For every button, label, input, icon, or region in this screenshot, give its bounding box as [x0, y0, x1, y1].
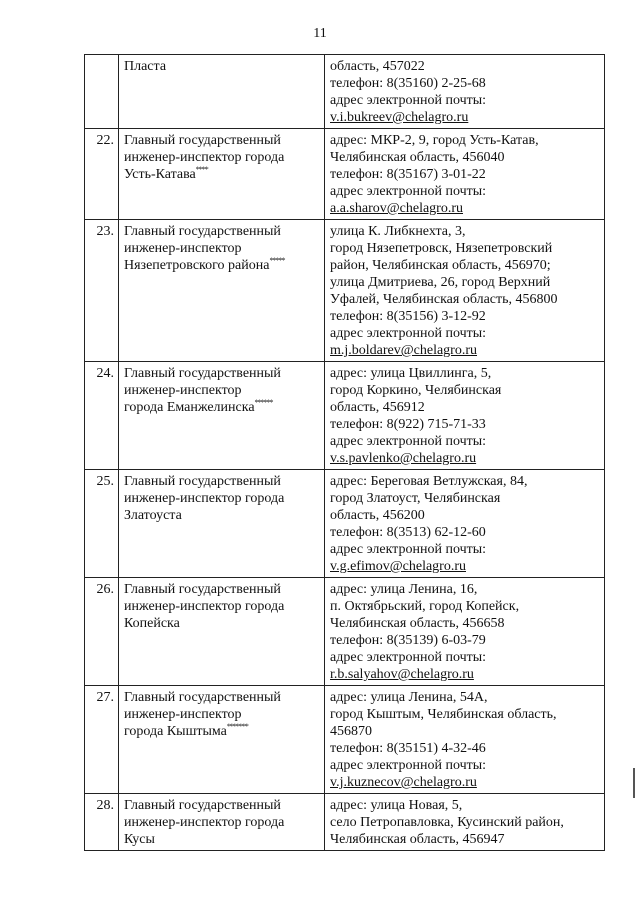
contact-line: адрес: Береговая Ветлужская, 84, [330, 474, 528, 489]
position-line [124, 723, 320, 740]
contact-line: город Златоуст, Челябинская [330, 491, 501, 506]
position-cell [119, 686, 325, 794]
position-text: Главный государственный [124, 798, 281, 813]
contacts-cell [325, 578, 605, 686]
position-text: Пласта [124, 59, 167, 74]
table-row [85, 55, 605, 129]
position-text: Нязепетровского района [124, 258, 270, 273]
position-text: Главный государственный [124, 474, 281, 489]
position-cell [119, 470, 325, 578]
row-number: 27. [85, 686, 119, 794]
contact-line: адрес электронной почты: [330, 93, 487, 108]
position-line [124, 132, 320, 149]
email-link[interactable]: v.i.bukreev@chelagro.ru [330, 110, 469, 125]
position-text: Кусы [124, 832, 155, 847]
position-line [124, 223, 320, 240]
contact-line: адрес электронной почты: [330, 650, 487, 665]
position-line [124, 473, 320, 490]
email-link[interactable]: m.j.boldarev@chelagro.ru [330, 343, 478, 358]
contact-line: телефон: 8(35167) 3-01-22 [330, 167, 486, 182]
position-text: инженер-инспектор города [124, 599, 285, 614]
position-line [124, 615, 320, 632]
table-row [85, 220, 605, 362]
contact-line: адрес электронной почты: [330, 184, 487, 199]
email-link[interactable]: a.a.sharov@chelagro.ru [330, 201, 463, 216]
position-line [124, 240, 320, 257]
contact-line: область, 456200 [330, 508, 425, 523]
contact-line: телефон: 8(35139) 6-03-79 [330, 633, 486, 648]
contact-line: адрес электронной почты: [330, 326, 487, 341]
contact-line: телефон: 8(35156) 3-12-92 [330, 309, 486, 324]
table-row [85, 578, 605, 686]
table-row [85, 794, 605, 851]
position-text: инженер-инспектор [124, 383, 242, 398]
position-text: Главный государственный [124, 366, 281, 381]
position-line [124, 831, 320, 848]
position-text: Усть-Катава [124, 167, 196, 182]
contacts-cell [325, 129, 605, 220]
contact-line: адрес электронной почты: [330, 542, 487, 557]
position-line [124, 507, 320, 524]
contact-line: адрес: улица Ленина, 54А, [330, 690, 488, 705]
contact-line: адрес: улица Ленина, 16, [330, 582, 478, 597]
position-cell [119, 220, 325, 362]
position-cell [119, 55, 325, 129]
contact-line: город Кыштым, Челябинская область, [330, 707, 557, 722]
footnote-mark: ****** [254, 398, 273, 407]
position-line [124, 797, 320, 814]
table-row [85, 129, 605, 220]
footnote-mark: ***** [269, 256, 285, 265]
position-line [124, 706, 320, 723]
contact-line: улица Дмитриева, 26, город Верхний [330, 275, 551, 290]
position-cell [119, 362, 325, 470]
row-number: 26. [85, 578, 119, 686]
contact-line: улица К. Либкнехта, 3, [330, 224, 466, 239]
row-number: 24. [85, 362, 119, 470]
contact-line: адрес электронной почты: [330, 434, 487, 449]
position-text: инженер-инспектор города [124, 150, 285, 165]
contact-line: село Петропавловка, Кусинский район, [330, 815, 564, 830]
contact-line: район, Челябинская область, 456970; [330, 258, 551, 273]
contacts-cell [325, 55, 605, 129]
contact-line: телефон: 8(3513) 62-12-60 [330, 525, 486, 540]
email-link[interactable]: v.s.pavlenko@chelagro.ru [330, 451, 477, 466]
table-row [85, 470, 605, 578]
contacts-cell [325, 686, 605, 794]
page-number: 11 [313, 26, 327, 41]
contact-line: 456870 [330, 724, 372, 739]
contact-line: адрес: улица Новая, 5, [330, 798, 463, 813]
row-number: 22. [85, 129, 119, 220]
contact-line: Челябинская область, 456658 [330, 616, 505, 631]
position-cell [119, 794, 325, 851]
position-line [124, 365, 320, 382]
position-text: Копейска [124, 616, 180, 631]
position-line [124, 149, 320, 166]
position-line [124, 490, 320, 507]
contact-line: адрес электронной почты: [330, 758, 487, 773]
position-line [124, 689, 320, 706]
contact-line: телефон: 8(35160) 2-25-68 [330, 76, 486, 91]
position-cell [119, 578, 325, 686]
inspectors-table [84, 54, 605, 851]
position-text: инженер-инспектор [124, 707, 242, 722]
contact-line: Уфалей, Челябинская область, 456800 [330, 292, 558, 307]
position-line [124, 581, 320, 598]
row-number [85, 55, 119, 129]
contact-line: город Коркино, Челябинская [330, 383, 502, 398]
contact-line: п. Октябрьский, город Копейск, [330, 599, 520, 614]
position-line [124, 166, 320, 183]
position-line [124, 814, 320, 831]
table-row [85, 686, 605, 794]
position-cell [119, 129, 325, 220]
position-text: инженер-инспектор [124, 241, 242, 256]
contact-line: Челябинская область, 456040 [330, 150, 505, 165]
footnote-mark: ******* [226, 722, 248, 731]
contact-line: телефон: 8(922) 715-71-33 [330, 417, 486, 432]
position-line [124, 257, 320, 274]
position-line [124, 58, 320, 75]
email-link[interactable]: v.g.efimov@chelagro.ru [330, 559, 466, 574]
footnote-mark: **** [195, 165, 208, 174]
position-text: города Еманжелинска [124, 400, 255, 415]
position-text: Главный государственный [124, 582, 281, 597]
contact-line: область, 456912 [330, 400, 425, 415]
contacts-cell [325, 220, 605, 362]
contact-line: адрес: улица Цвиллинга, 5, [330, 366, 492, 381]
contact-line: город Нязепетровск, Нязепетровский [330, 241, 553, 256]
row-number: 23. [85, 220, 119, 362]
position-text: инженер-инспектор города [124, 491, 285, 506]
row-number: 25. [85, 470, 119, 578]
position-text: города Кыштыма [124, 724, 227, 739]
position-line [124, 598, 320, 615]
inspectors-table-body [85, 55, 605, 851]
email-link[interactable]: r.b.salyahov@chelagro.ru [330, 667, 474, 682]
contact-line: адрес: МКР-2, 9, город Усть-Катав, [330, 133, 539, 148]
contact-line: телефон: 8(35151) 4-32-46 [330, 741, 486, 756]
contact-line: Челябинская область, 456947 [330, 832, 505, 847]
position-text: Главный государственный [124, 690, 281, 705]
position-text: Златоуста [124, 508, 182, 523]
table-row [85, 362, 605, 470]
contacts-cell [325, 470, 605, 578]
contacts-cell [325, 362, 605, 470]
position-text: Главный государственный [124, 224, 281, 239]
position-line [124, 399, 320, 416]
position-text: Главный государственный [124, 133, 281, 148]
contacts-cell [325, 794, 605, 851]
position-line [124, 382, 320, 399]
scan-edge-mark [633, 768, 635, 798]
position-text: инженер-инспектор города [124, 815, 285, 830]
contact-line: область, 457022 [330, 59, 425, 74]
row-number: 28. [85, 794, 119, 851]
email-link[interactable]: v.j.kuznecov@chelagro.ru [330, 775, 477, 790]
